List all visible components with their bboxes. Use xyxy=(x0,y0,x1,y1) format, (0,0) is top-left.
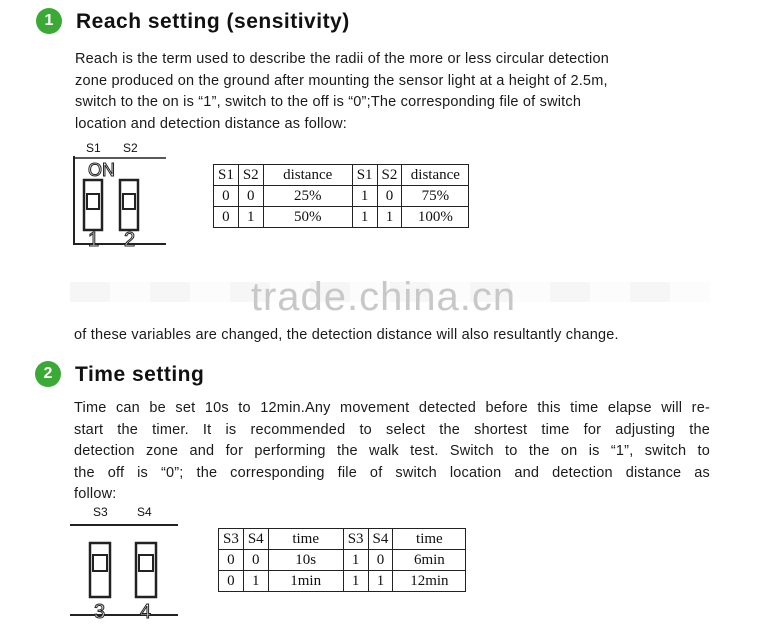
table-cell: 1min xyxy=(268,571,343,592)
table-row xyxy=(219,571,466,592)
table-header-cell: distance xyxy=(402,165,469,186)
continuation-text: of these variables are changed, the detection distance will also resultantly change. xyxy=(74,327,619,343)
section-1-title: Reach setting (sensitivity) xyxy=(76,10,350,33)
table-cell: 0 xyxy=(214,207,239,228)
table-header-cell: S3 xyxy=(343,529,368,550)
switch-label-s3: S3 xyxy=(93,505,108,519)
table-cell: 1 xyxy=(352,186,377,207)
table-cell: 0 xyxy=(214,186,239,207)
table-cell: 1 xyxy=(377,207,402,228)
table-cell: 1 xyxy=(368,571,393,592)
table-header-cell: time xyxy=(268,529,343,550)
table-cell: 0 xyxy=(377,186,402,207)
table-cell: 0 xyxy=(219,571,244,592)
table-row xyxy=(219,550,466,571)
paragraph-line: switch to the on is “1”, switch to the off is “0”;The corresponding file of switch xyxy=(75,94,582,110)
dip-number-4: 4 xyxy=(140,601,152,623)
dip-number-1: 1 xyxy=(88,229,100,251)
section-1-number-badge: 1 xyxy=(36,8,62,34)
table-cell: 12min xyxy=(393,571,466,592)
table-cell: 0 xyxy=(368,550,393,571)
table-cell: 10s xyxy=(268,550,343,571)
paragraph-line: detection zone and for performing the walk test. Switch to the on is “1”, switch to xyxy=(74,443,710,459)
switch-label-s1: S1 xyxy=(86,141,101,155)
time-setting-table xyxy=(218,528,466,592)
table-row xyxy=(214,207,469,228)
table-header-cell: S2 xyxy=(238,165,263,186)
dip-number-3: 3 xyxy=(94,601,106,623)
table-cell: 6min xyxy=(393,550,466,571)
section-2-title: Time setting xyxy=(75,363,205,386)
paragraph-line: start the timer. It is recommended to select the shortest time for adjusting the xyxy=(74,421,710,438)
table-cell: 75% xyxy=(402,186,469,207)
table-cell: 1 xyxy=(238,207,263,228)
dip-switch-3-4-diagram xyxy=(70,523,190,623)
table-cell: 1 xyxy=(343,550,368,571)
table-cell: 100% xyxy=(402,207,469,228)
table-header-cell: time xyxy=(393,529,466,550)
table-header-cell: S1 xyxy=(352,165,377,186)
table-cell: 0 xyxy=(243,550,268,571)
paragraph-line: location and detection distance as follow: xyxy=(75,115,347,132)
watermark: trade.china.cn xyxy=(250,275,517,319)
table-header-cell: S2 xyxy=(377,165,402,186)
table-header-cell: distance xyxy=(263,165,352,186)
paragraph-line: follow: xyxy=(74,486,117,502)
table-cell: 0 xyxy=(238,186,263,207)
table-cell: 1 xyxy=(352,207,377,228)
paragraph-line: Reach is the term used to describe the radii of the more or less circular detection xyxy=(75,51,610,67)
paragraph-line: the off is “0”; the corresponding file of switch location and detection distance as xyxy=(74,464,710,481)
section-2-paragraph xyxy=(74,398,710,506)
table-header-cell: S1 xyxy=(214,165,239,186)
table-cell: 25% xyxy=(263,186,352,207)
table-cell: 50% xyxy=(263,207,352,228)
dip-switch-1-2-diagram xyxy=(70,156,170,251)
paragraph-line: zone produced on the ground after mounting the sensor light at a height of 2.5m, xyxy=(75,72,608,89)
table-cell: 0 xyxy=(219,550,244,571)
table-header-cell: S3 xyxy=(219,529,244,550)
paragraph-line: Time can be set 10s to 12min.Any movement detected before this time elapse will re- xyxy=(74,400,710,416)
dip-number-2: 2 xyxy=(124,229,136,251)
table-header-row xyxy=(219,529,466,550)
dip-on-label: ON xyxy=(88,160,115,180)
section-1-paragraph xyxy=(75,49,609,135)
switch-label-s2: S2 xyxy=(123,141,138,155)
table-header-cell: S4 xyxy=(243,529,268,550)
table-cell: 1 xyxy=(243,571,268,592)
reach-setting-table xyxy=(213,164,469,228)
table-header-row xyxy=(214,165,469,186)
table-row xyxy=(214,186,469,207)
table-header-cell: S4 xyxy=(368,529,393,550)
switch-label-s4: S4 xyxy=(137,505,152,519)
section-2-number-badge: 2 xyxy=(35,361,61,387)
table-cell: 1 xyxy=(343,571,368,592)
